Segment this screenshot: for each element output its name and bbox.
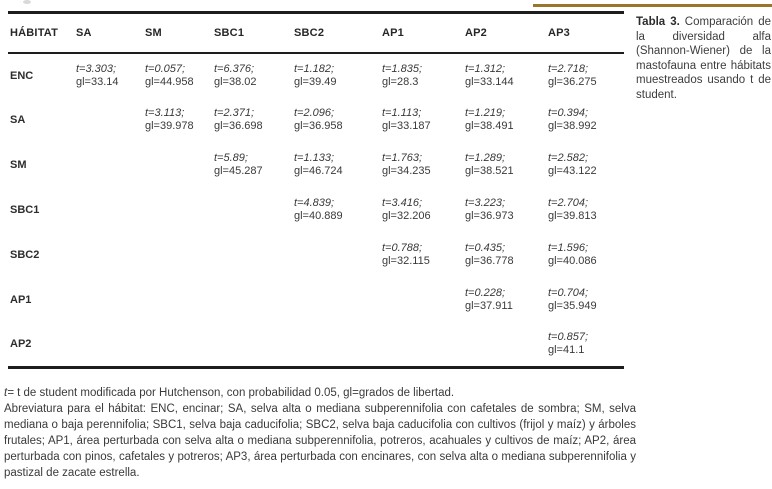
t-test-cell bbox=[380, 98, 463, 143]
t-test-cell bbox=[380, 233, 463, 278]
gl-value: gl=40.889 bbox=[294, 210, 343, 222]
t-value: t=2.704; bbox=[548, 197, 589, 209]
t-value: t=2.096; bbox=[294, 107, 335, 119]
t-test-cell bbox=[463, 278, 546, 323]
table-caption bbox=[636, 15, 771, 103]
t-test-cell bbox=[546, 323, 624, 368]
t-test-cell bbox=[463, 233, 546, 278]
t-test-cell bbox=[212, 98, 292, 143]
gl-value: gl=32.115 bbox=[382, 255, 430, 267]
empty-cell bbox=[292, 323, 380, 368]
caption-accent-rule bbox=[533, 4, 772, 7]
gl-value: gl=36.275 bbox=[548, 75, 597, 88]
t-value: t=1.182; bbox=[294, 62, 335, 75]
gl-value: gl=36.958 bbox=[294, 120, 343, 132]
empty-cell bbox=[212, 233, 292, 278]
row-header: AP1 bbox=[10, 294, 32, 306]
t-value: t=6.376; bbox=[214, 62, 255, 75]
t-test-cell bbox=[463, 143, 546, 188]
table-row-enc bbox=[8, 53, 624, 98]
t-test-cell bbox=[143, 98, 212, 143]
t-test-cell bbox=[74, 53, 143, 98]
t-test-cell bbox=[546, 53, 624, 98]
t-test-cell bbox=[380, 188, 463, 233]
t-value: t=1.113; bbox=[382, 107, 422, 119]
t-value: t=0.704; bbox=[548, 287, 589, 299]
table-row-sbc1 bbox=[8, 188, 624, 233]
t-test-cell bbox=[212, 143, 292, 188]
empty-cell bbox=[74, 143, 143, 188]
empty-cell bbox=[292, 278, 380, 323]
gl-value: gl=43.122 bbox=[548, 165, 597, 177]
gl-value: gl=37.911 bbox=[465, 300, 513, 312]
row-header: SM bbox=[10, 159, 27, 171]
gl-value: gl=35.949 bbox=[548, 300, 597, 312]
gl-value: gl=32.206 bbox=[382, 210, 431, 222]
t-value: t=3.223; bbox=[465, 197, 506, 209]
t-value: t=1.219; bbox=[465, 107, 506, 119]
table-caption-label: Tabla 3. bbox=[636, 16, 680, 28]
gl-value: gl=36.698 bbox=[214, 120, 263, 132]
footnote-t-symbol: t= bbox=[4, 387, 14, 399]
empty-cell bbox=[74, 323, 143, 368]
gl-value: gl=40.086 bbox=[548, 255, 597, 267]
gl-value: gl=33.187 bbox=[382, 120, 431, 132]
table-row-sm bbox=[8, 143, 624, 188]
t-test-cell bbox=[292, 188, 380, 233]
empty-cell bbox=[143, 143, 212, 188]
empty-cell bbox=[380, 323, 463, 368]
empty-cell bbox=[74, 233, 143, 278]
empty-cell bbox=[143, 323, 212, 368]
table-row-sbc2 bbox=[8, 233, 624, 278]
t-test-cell bbox=[292, 53, 380, 98]
t-test-cell bbox=[292, 143, 380, 188]
t-value: t=5.89; bbox=[214, 152, 248, 164]
column-header-ap2: AP2 bbox=[463, 13, 546, 53]
empty-cell bbox=[74, 188, 143, 233]
empty-cell bbox=[380, 278, 463, 323]
column-header-ap1: AP1 bbox=[380, 13, 463, 53]
t-test-cell bbox=[546, 98, 624, 143]
t-value: t=1.289; bbox=[465, 152, 506, 164]
t-test-cell bbox=[546, 143, 624, 188]
column-header-habitat: HÁBITAT bbox=[8, 13, 74, 53]
gl-value: gl=39.978 bbox=[145, 120, 194, 132]
table-row-sa bbox=[8, 98, 624, 143]
empty-cell bbox=[292, 233, 380, 278]
diversity-table-container bbox=[8, 11, 624, 369]
gl-value: gl=33.14 bbox=[76, 75, 119, 88]
gl-value: gl=36.973 bbox=[465, 210, 514, 222]
row-header: SBC1 bbox=[10, 204, 40, 216]
t-test-cell bbox=[546, 188, 624, 233]
t-value: t=3.113; bbox=[145, 107, 185, 119]
table-caption-text: Comparación de la diversidad alfa (Shannon-Wiener) de la mastofauna entre hábitats muestreados usando t de student. bbox=[636, 16, 771, 101]
gl-value: gl=39.813 bbox=[548, 210, 597, 222]
table-header-row bbox=[8, 13, 624, 53]
gl-value: gl=39.49 bbox=[294, 75, 337, 88]
gl-value: gl=41.1 bbox=[548, 344, 585, 357]
column-header-sa: SA bbox=[74, 13, 143, 53]
t-test-cell bbox=[212, 53, 292, 98]
gl-value: gl=45.287 bbox=[214, 165, 263, 177]
empty-cell bbox=[212, 323, 292, 368]
t-value: t=0.857; bbox=[548, 331, 589, 344]
t-value: t=0.435; bbox=[465, 242, 506, 254]
t-test-cell bbox=[463, 53, 546, 98]
table-row-ap1 bbox=[8, 278, 624, 323]
t-test-cell bbox=[463, 98, 546, 143]
t-value: t=0.788; bbox=[382, 242, 423, 254]
table-row-ap2 bbox=[8, 323, 624, 368]
footnote-definition-text: t de student modificada por Hutchenson, con probabilidad 0.05, gl=grados de libertad. bbox=[13, 387, 455, 399]
gl-value: gl=38.521 bbox=[465, 165, 514, 177]
empty-cell bbox=[212, 188, 292, 233]
gl-value: gl=33.144 bbox=[465, 75, 514, 88]
t-value: t=1.835; bbox=[382, 62, 423, 75]
column-header-sbc1: SBC1 bbox=[212, 13, 292, 53]
gl-value: gl=38.02 bbox=[214, 75, 257, 88]
t-value: t=1.133; bbox=[294, 152, 335, 164]
row-header: ENC bbox=[10, 69, 34, 82]
t-test-cell bbox=[292, 98, 380, 143]
empty-cell bbox=[143, 188, 212, 233]
t-value: t=1.596; bbox=[548, 242, 589, 254]
footnote-abbreviations: Abreviatura para el hábitat: ENC, encinar; SA, selva alta o mediana subperennifolia con cafetales de sombra; SM, selva mediana o baja perennifolia; SBC1, selva baja caducifolia; SBC2, selva baja caducifolia con cultivos (frijol y maíz) y árboles frutales; AP1, área perturbada con selva alta o mediana subperennifolia, potreros, acahuales y cultivos de maíz; AP2, área perturbada con pinos, cafetales y potreros; AP3, área perturbada con encinares, con selva alta o mediana subperennifolia y pastizal de zacate estrella. bbox=[4, 403, 636, 479]
table-footnote bbox=[4, 385, 636, 481]
gl-value: gl=38.491 bbox=[465, 120, 514, 132]
t-value: t=2.718; bbox=[548, 62, 589, 75]
gl-value: gl=34.235 bbox=[382, 165, 431, 177]
column-header-sm: SM bbox=[143, 13, 212, 53]
empty-cell bbox=[143, 233, 212, 278]
t-test-cell bbox=[380, 53, 463, 98]
diversity-comparison-table bbox=[8, 11, 624, 369]
gl-value: gl=36.778 bbox=[465, 255, 514, 267]
t-value: t=0.057; bbox=[145, 62, 186, 75]
footnote-definition-line bbox=[4, 385, 636, 401]
gl-value: gl=28.3 bbox=[382, 75, 419, 88]
gl-value: gl=46.724 bbox=[294, 165, 343, 177]
empty-cell bbox=[212, 278, 292, 323]
row-header: SBC2 bbox=[10, 249, 40, 261]
empty-cell bbox=[143, 278, 212, 323]
t-test-cell bbox=[546, 278, 624, 323]
t-value: t=3.416; bbox=[382, 197, 423, 209]
row-header: SA bbox=[10, 114, 26, 126]
t-value: t=0.228; bbox=[465, 287, 506, 299]
t-value: t=4.839; bbox=[294, 197, 335, 209]
empty-cell bbox=[74, 278, 143, 323]
t-test-cell bbox=[143, 53, 212, 98]
t-value: t=2.371; bbox=[214, 107, 255, 119]
t-test-cell bbox=[463, 188, 546, 233]
scan-artifact bbox=[23, 0, 31, 4]
column-header-ap3: AP3 bbox=[546, 13, 624, 53]
t-value: t=1.763; bbox=[382, 152, 423, 164]
t-test-cell bbox=[380, 143, 463, 188]
row-header: AP2 bbox=[10, 338, 32, 351]
gl-value: gl=38.992 bbox=[548, 120, 597, 132]
t-value: t=2.582; bbox=[548, 152, 589, 164]
t-test-cell bbox=[546, 233, 624, 278]
t-value: t=3.303; bbox=[76, 62, 117, 75]
gl-value: gl=44.958 bbox=[145, 75, 194, 88]
empty-cell bbox=[463, 323, 546, 368]
empty-cell bbox=[74, 98, 143, 143]
t-value: t=0.394; bbox=[548, 107, 589, 119]
column-header-sbc2: SBC2 bbox=[292, 13, 380, 53]
t-value: t=1.312; bbox=[465, 62, 506, 75]
